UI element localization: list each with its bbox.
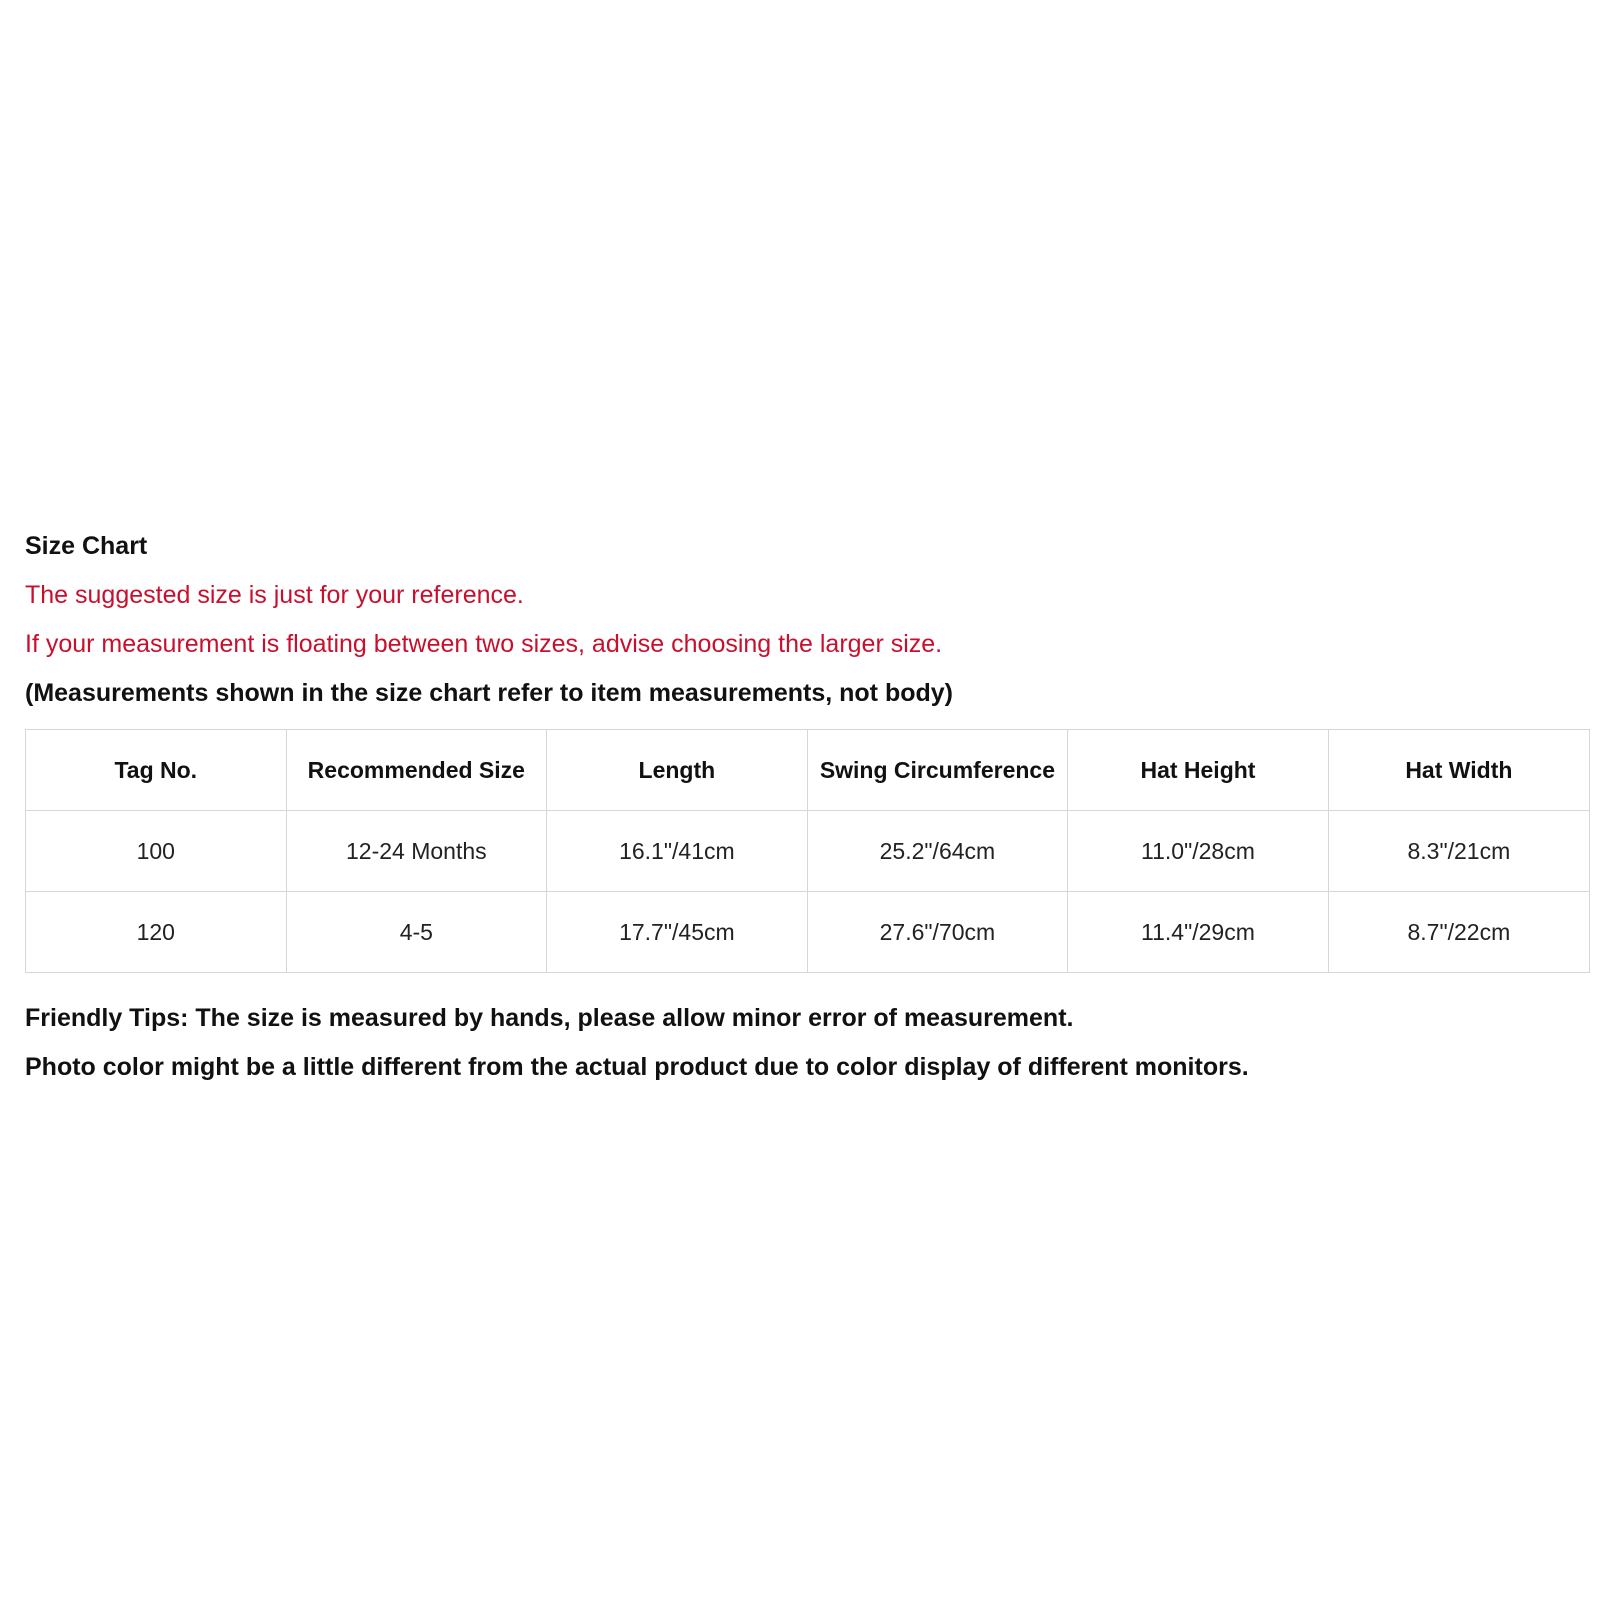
column-header-recommended-size: Recommended Size [286,730,547,811]
cell-hat-width: 8.3"/21cm [1328,811,1589,892]
column-header-swing-circumference: Swing Circumference [807,730,1068,811]
column-header-tag-no: Tag No. [26,730,287,811]
column-header-length: Length [547,730,808,811]
measurement-disclaimer: (Measurements shown in the size chart refer to item measurements, not body) [25,679,953,707]
larger-size-advice: If your measurement is floating between two sizes, advise choosing the larger size. [25,630,943,658]
size-table [25,729,1590,973]
column-header-hat-width: Hat Width [1328,730,1589,811]
size-chart-title: Size Chart [25,532,148,560]
size-table-container [25,729,1590,973]
table-row [26,892,1590,973]
cell-tag-no: 100 [26,811,287,892]
cell-recommended-size: 4-5 [286,892,547,973]
color-tip: Photo color might be a little different from the actual product due to color display of different monitors. [25,1053,1249,1081]
cell-length: 17.7"/45cm [547,892,808,973]
cell-tag-no: 120 [26,892,287,973]
reference-note: The suggested size is just for your reference. [25,581,524,609]
cell-swing-circumference: 27.6"/70cm [807,892,1068,973]
measurement-tip: Friendly Tips: The size is measured by hands, please allow minor error of measurement. [25,1004,1074,1032]
size-chart-section [25,522,1590,1092]
cell-recommended-size: 12-24 Months [286,811,547,892]
column-header-hat-height: Hat Height [1068,730,1329,811]
cell-hat-height: 11.0"/28cm [1068,811,1329,892]
cell-hat-width: 8.7"/22cm [1328,892,1589,973]
cell-hat-height: 11.4"/29cm [1068,892,1329,973]
table-header-row [26,730,1590,811]
friendly-tips [25,994,1590,1092]
cell-length: 16.1"/41cm [547,811,808,892]
cell-swing-circumference: 25.2"/64cm [807,811,1068,892]
table-row [26,811,1590,892]
